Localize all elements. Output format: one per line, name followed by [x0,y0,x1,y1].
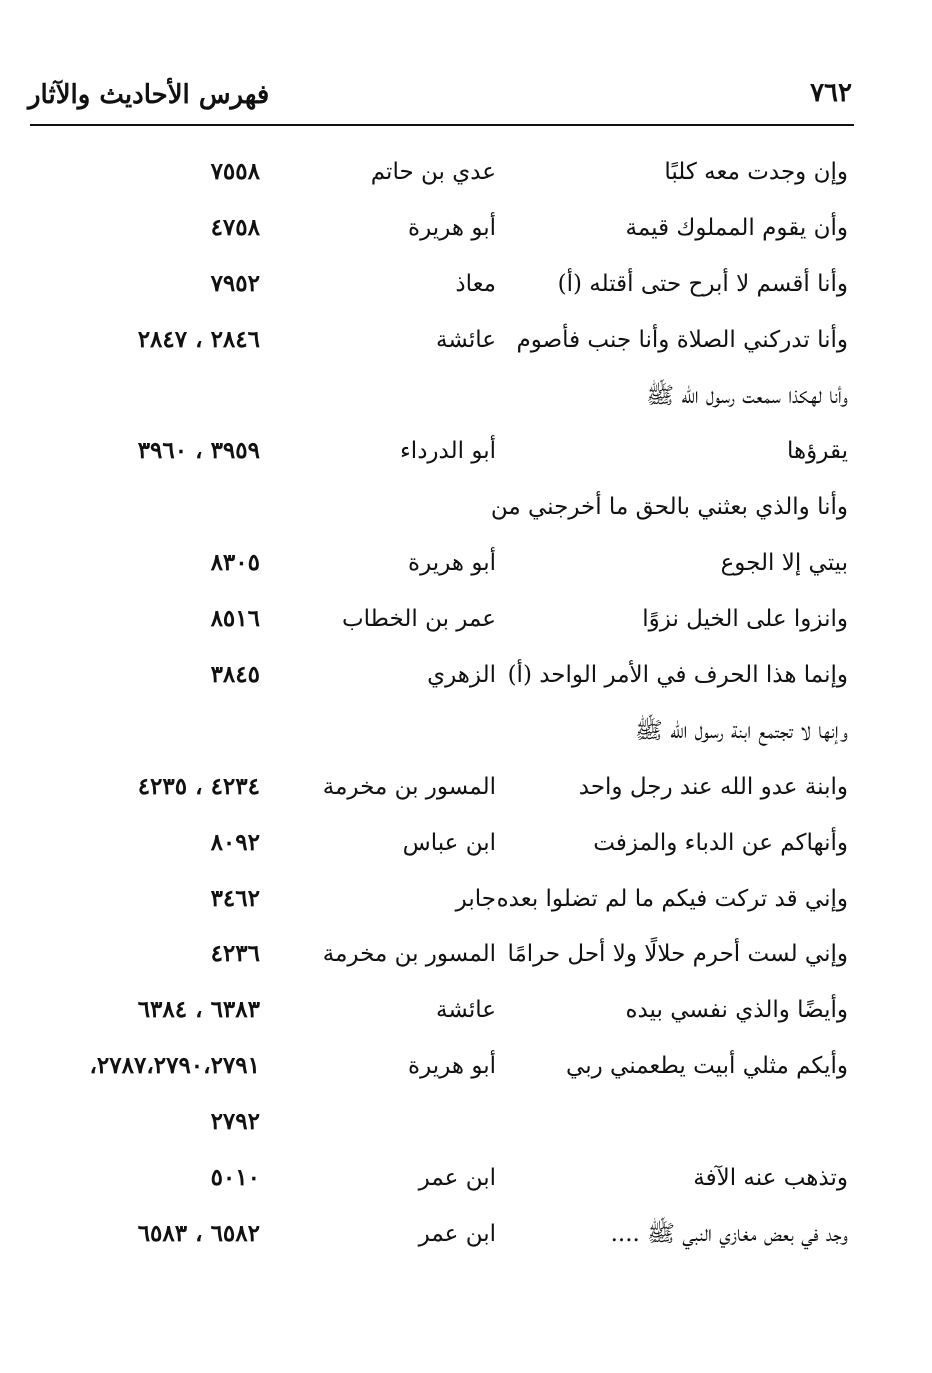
reference-numbers: ٢٧٩٢ [210,1108,260,1136]
table-row [0,709,932,765]
hadith-text: وأنا أقسم لا أبرح حتى أقتله (أ) [557,270,848,297]
narrator: ابن عمر [418,1220,496,1247]
narrator: أبو هريرة [408,550,496,577]
hadith-text: وإنما هذا الحرف في الأمر الواحد (أ) [507,662,848,689]
page-title: فهرس الأحاديث والآثار [28,80,270,110]
hadith-text: وإني لست أحرم حلالًا ولا أحل حرامًا [507,941,848,968]
hadith-text: وأنا لهكذا سمعت رسول الله ﷺ [646,382,848,409]
page-number: ٧٦٢ [810,78,852,108]
hadith-text: وابنة عدو الله عند رجل واحد [578,773,848,800]
table-row [0,206,932,262]
narrator: ابن عمر [418,1165,496,1192]
table-row [0,877,932,933]
table-row [0,1156,932,1212]
hadith-text: وأنهاكم عن الدباء والمزفت [593,829,848,856]
header-rule [30,124,854,126]
reference-numbers: ٤٧٥٨ [210,213,260,241]
reference-numbers: ٨٠٩٢ [210,828,260,856]
hadith-text: وأنا تدركني الصلاة وأنا جنب فأصوم [516,326,848,353]
hadith-text: وإنها لا تجتمع ابنة رسول الله ﷺ [635,717,848,744]
table-row [0,653,932,709]
hadith-text: بيتي إلا الجوع [720,550,848,577]
reference-numbers: ٥٠١٠ [210,1164,260,1192]
narrator: أبو الدرداء [399,438,496,465]
narrator: عائشة [436,326,496,353]
narrator: المسور بن مخرمة [322,773,496,800]
narrator: عمر بن الخطاب [341,606,496,633]
reference-numbers: ٨٣٠٥ [210,549,260,577]
narrator: جابر [455,885,496,912]
table-row [0,1044,932,1100]
reference-numbers: ٣٨٤٥ [210,661,260,689]
hadith-text: وإني قد تركت فيكم ما لم تضلوا بعده [496,885,848,912]
table-row [0,150,932,206]
hadith-text: وأنا والذي بعثني بالحق ما أخرجني من [490,494,848,521]
table-row [0,374,932,430]
table-row [0,597,932,653]
narrator: المسور بن مخرمة [322,941,496,968]
hadith-text: وانزوا على الخيل نزوًا [642,606,848,633]
narrator: الزهري [427,662,496,689]
reference-numbers: ٢٧٨٧،٢٧٩٠،٢٧٩١، [89,1052,260,1080]
narrator: عدي بن حاتم [370,159,496,185]
reference-numbers: ٣٩٥٩ ، ٣٩٦٠ [137,437,260,465]
table-row [0,262,932,318]
reference-numbers: ٧٥٥٨ [210,158,260,185]
narrator: عائشة [436,997,496,1024]
narrator: أبو هريرة [408,1053,496,1080]
hadith-text: وإن وجدت معه كلبًا [664,159,848,185]
table-row [0,1100,932,1156]
table-row [0,932,932,988]
table-row [0,541,932,597]
reference-numbers: ٨٥١٦ [210,605,260,633]
hadith-text: وأن يقوم المملوك قيمة [625,214,848,241]
hadith-text: وأيضًا والذي نفسي بيده [625,997,848,1024]
table-row [0,765,932,821]
reference-numbers: ٤٢٣٤ ، ٤٢٣٥ [137,772,260,800]
index-table [0,150,932,1268]
table-row [0,988,932,1044]
narrator: أبو هريرة [408,214,496,241]
table-row [0,1212,932,1268]
reference-numbers: ٦٣٨٣ ، ٦٣٨٤ [137,996,260,1024]
hadith-text: وأيكم مثلي أبيت يطعمني ربي [566,1053,848,1080]
narrator: ابن عباس [402,829,496,856]
reference-numbers: ٦٥٨٢ ، ٦٥٨٣ [137,1219,260,1247]
reference-numbers: ٧٩٥٢ [210,269,260,297]
hadith-text: وتذهب عنه الآفة [693,1165,848,1192]
reference-numbers: ٢٨٤٦ ، ٢٨٤٧ [137,325,260,353]
hadith-text: يقرؤها [787,438,848,465]
table-row [0,485,932,541]
reference-numbers: ٣٤٦٢ [210,884,260,912]
hadith-text: وجد في بعض مغازي النبي ﷺ .... [610,1220,848,1247]
table-row [0,318,932,374]
table-row [0,821,932,877]
table-row [0,429,932,485]
reference-numbers: ٤٢٣٦ [210,940,260,968]
narrator: معاذ [455,270,496,297]
